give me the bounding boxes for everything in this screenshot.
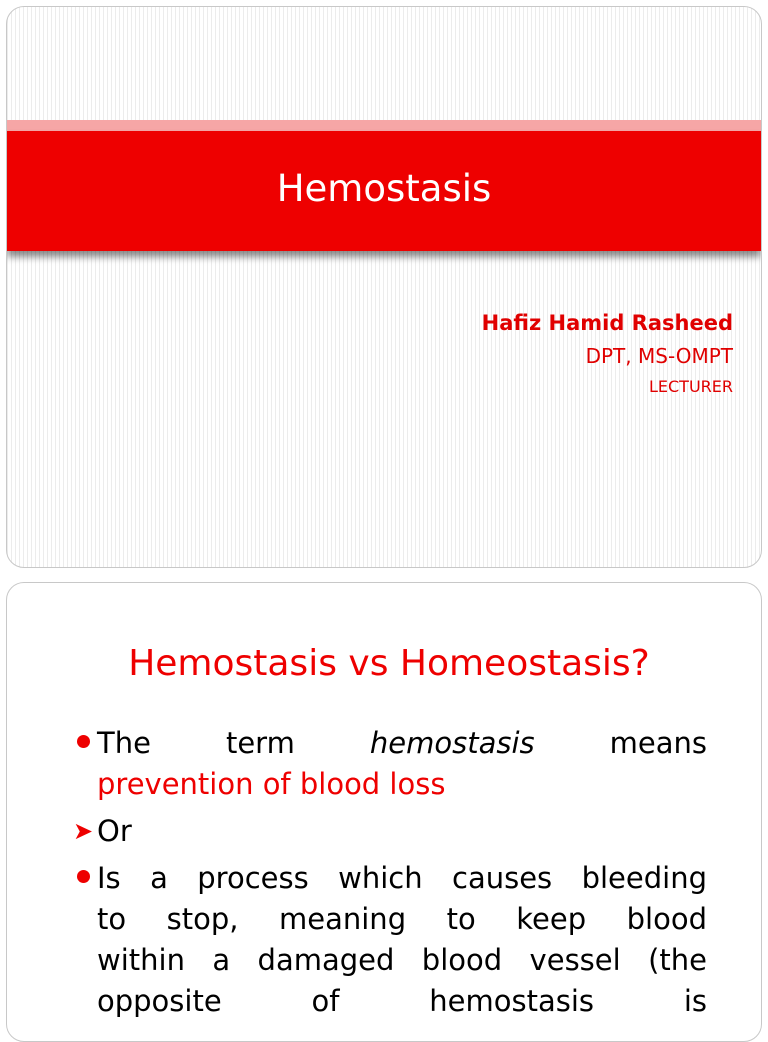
sub-bullet-item bbox=[73, 811, 707, 852]
bullet-line: within a damaged blood vessel (the bbox=[97, 943, 707, 977]
bullet-line bbox=[97, 723, 707, 764]
bullet-text: term bbox=[225, 726, 295, 760]
bullet-text: is bbox=[683, 984, 707, 1018]
bullet-list bbox=[73, 723, 707, 1028]
bullet-dot-icon bbox=[77, 735, 90, 748]
content-slide bbox=[6, 582, 762, 1042]
slide-title: Hemostasis bbox=[276, 166, 492, 210]
bullet-term: hemostasis bbox=[369, 726, 535, 760]
bullet-line bbox=[97, 981, 707, 1022]
author-name: Hafiz Hamid Rasheed bbox=[481, 311, 733, 335]
author-block bbox=[482, 307, 733, 401]
sub-bullet-text: Or bbox=[97, 814, 132, 848]
bullet-item bbox=[73, 858, 707, 1022]
bullet-item bbox=[73, 723, 707, 805]
bullet-line: Is a process which causes bleeding bbox=[97, 861, 707, 895]
bullet-highlight: prevention of blood loss bbox=[97, 767, 446, 801]
bullet-line: to stop, meaning to keep blood bbox=[97, 902, 707, 936]
bullet-text: hemostasis bbox=[429, 984, 595, 1018]
bullet-text: The bbox=[97, 726, 151, 760]
title-band bbox=[7, 131, 761, 251]
title-slide bbox=[6, 6, 762, 568]
author-role: LECTURER bbox=[648, 377, 733, 396]
content-slide-title: Hemostasis vs Homeostasis? bbox=[128, 643, 650, 684]
arrowhead-icon: ➤ bbox=[73, 817, 94, 845]
bullet-dot-icon bbox=[77, 870, 90, 883]
bullet-text: means bbox=[609, 726, 708, 760]
bullet-text: of bbox=[311, 984, 340, 1018]
bullet-text: opposite bbox=[97, 984, 222, 1018]
author-degree: DPT, MS-OMPT bbox=[585, 344, 733, 368]
